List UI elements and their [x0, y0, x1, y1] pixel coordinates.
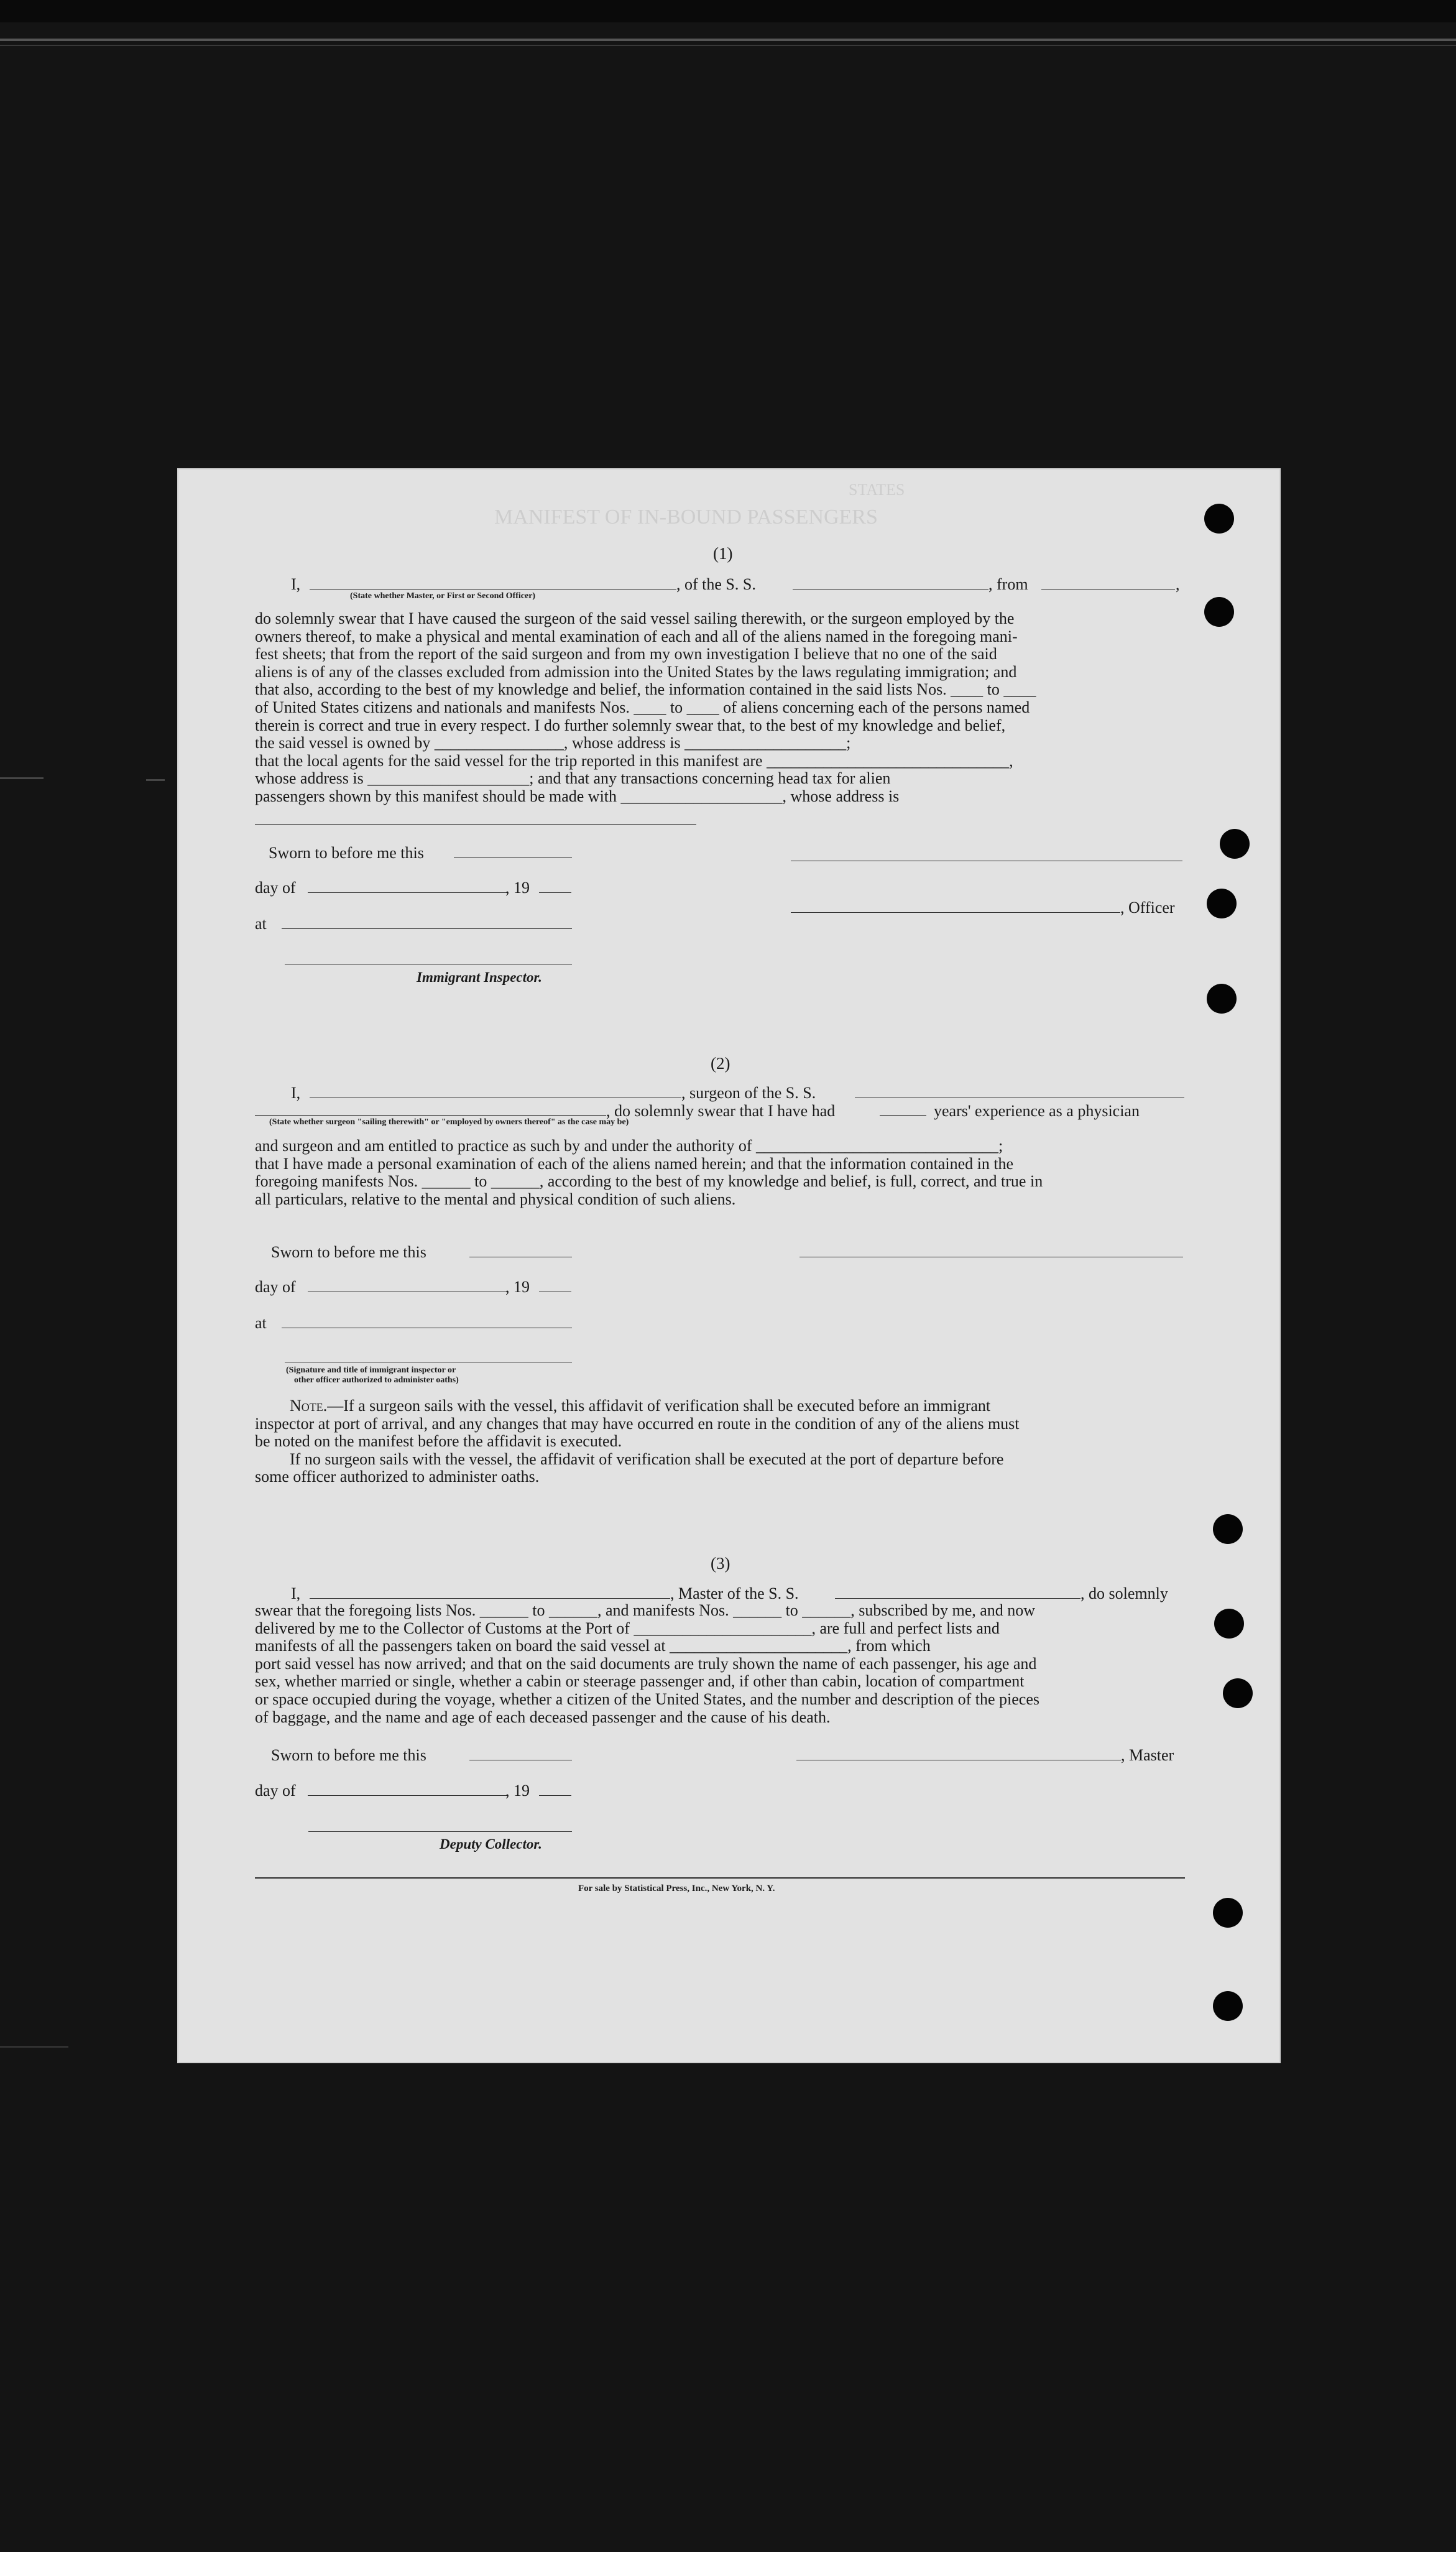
- punch-hole: [1204, 597, 1234, 627]
- document-page: [177, 468, 1281, 2063]
- surgeon-caption: (State whether surgeon "sailing therewith" or "employed by owners thereof" as the case may be): [269, 1117, 629, 1127]
- s3-body-line: port said vessel has now arrived; and that on the said documents are truly shown the name of each passenger, his age and: [255, 1654, 1037, 1673]
- note-label: Note.: [290, 1397, 328, 1415]
- section-3-body: [255, 1602, 1185, 1726]
- s3-month-field: [308, 1795, 507, 1796]
- s2-i-label: I,: [291, 1084, 301, 1102]
- printer-imprint: For sale by Statistical Press, Inc., New York, N. Y.: [578, 1884, 775, 1893]
- footer-rule: [255, 1877, 1185, 1879]
- note-text: —If a surgeon sails with the vessel, this affidavit of verification shall be executed before an immigrant: [327, 1397, 991, 1415]
- scan-top-line: [0, 39, 1456, 41]
- scan-mark-left: [0, 777, 44, 779]
- s1-body-line: of United States citizens and nationals and manifests Nos. ____ to ____ of aliens concerning each of the persons named: [255, 698, 1030, 716]
- s1-day-of-label: day of: [255, 879, 296, 897]
- s3-ship-name-field: [835, 1598, 1080, 1599]
- s3-body-line: delivered by me to the Collector of Customs at the Port of ______________________, are full and perfect lists and: [255, 1619, 1000, 1637]
- s3-body-line: or space occupied during the voyage, whether a citizen of the United States, and the number and description of the pieces: [255, 1690, 1040, 1708]
- s2-at-label: at: [255, 1314, 267, 1332]
- punch-hole: [1207, 984, 1237, 1014]
- officer-caption: (State whether Master, or First or Second Officer): [350, 591, 536, 601]
- s2-years-label: years' experience as a physician: [934, 1102, 1140, 1120]
- note-line: be noted on the manifest before the affidavit is executed.: [255, 1432, 622, 1451]
- punch-hole: [1213, 1514, 1243, 1544]
- s1-month-field: [308, 892, 507, 893]
- s2-swear-label: , do solemnly swear that I have had: [606, 1102, 836, 1120]
- s3-year-label: , 19: [505, 1782, 530, 1800]
- scan-mark-left-3: [0, 2046, 68, 2048]
- s2-body-line: and surgeon and am entitled to practice as such by and under the authority of ______________________________;: [255, 1137, 1003, 1155]
- s2-body-line: foregoing manifests Nos. ______ to ______, according to the best of my knowledge and belief, is full, correct, and true in: [255, 1172, 1043, 1191]
- s1-body-line: that also, according to the best of my knowledge and belief, the information contained in the said lists Nos. ____ to ____: [255, 680, 1036, 699]
- punch-hole: [1204, 504, 1234, 534]
- note-line: [255, 1397, 1185, 1415]
- s1-officer-label: , Officer: [1120, 899, 1175, 917]
- scan-mark-left-2: [146, 779, 165, 781]
- punch-hole: [1223, 1678, 1253, 1708]
- s3-body-line: sex, whether married or single, whether a cabin or steerage passenger and, if other than cabin, location of compartment: [255, 1672, 1025, 1691]
- s1-place-field: [282, 928, 572, 929]
- s1-body-line: whose address is ____________________; and that any transactions concerning head tax for alien: [255, 769, 891, 788]
- s1-comma: ,: [1176, 575, 1180, 593]
- note2-line: some officer authorized to administer oaths.: [255, 1468, 540, 1486]
- address-continuation-field: [255, 824, 696, 825]
- surgeon-status-field: [255, 1115, 606, 1116]
- s1-officer-title-line: [791, 912, 1120, 913]
- s3-master-label: , Master: [1121, 1746, 1174, 1764]
- s1-year-field: [539, 892, 571, 893]
- deputy-signature-line: [308, 1831, 572, 1832]
- from-label: , from: [988, 575, 1028, 593]
- s3-body-line: of baggage, and the name and age of each deceased passenger and the cause of his death.: [255, 1708, 831, 1726]
- s3-solemnly-label: , do solemnly: [1080, 1584, 1168, 1602]
- years-experience-field: [880, 1115, 926, 1116]
- s1-at-label: at: [255, 915, 267, 933]
- s1-i-label: I,: [291, 575, 301, 593]
- note2-line: If no surgeon sails with the vessel, the affidavit of verification shall be executed at the port of departure before: [290, 1449, 1004, 1468]
- section-1-body: [255, 610, 1185, 806]
- s2-year-label: , 19: [505, 1278, 530, 1296]
- scan-top-line-2: [0, 45, 1456, 46]
- s1-body-line: therein is correct and true in every respect. I do further solemnly swear that, to the best of my knowledge and belief,: [255, 716, 1006, 734]
- section-2-number: (2): [711, 1054, 730, 1073]
- note-line: inspector at port of arrival, and any changes that may have occurred en route in the condition of any of the aliens must: [255, 1414, 1020, 1433]
- s2-sig-caption-1: (Signature and title of immigrant inspector or: [286, 1366, 456, 1375]
- section-1-number: (1): [713, 544, 733, 563]
- punch-hole: [1220, 829, 1250, 859]
- s1-year-label: , 19: [505, 879, 530, 897]
- s2-sworn-label: Sworn to before me this: [271, 1243, 426, 1261]
- punch-hole: [1207, 889, 1237, 918]
- master-name-field: [310, 1598, 670, 1599]
- s1-body-line: that the local agents for the said vessel for the trip reported in this manifest are ______________________________,: [255, 751, 1013, 770]
- s3-master-of-label: , Master of the S. S.: [670, 1584, 799, 1602]
- scan-top-band: [0, 0, 1456, 22]
- s3-year-field: [539, 1795, 571, 1796]
- section-2-body: [255, 1137, 1185, 1208]
- s2-day-of-label: day of: [255, 1278, 296, 1296]
- s1-body-line: the said vessel is owned by ________________, whose address is ____________________;: [255, 734, 851, 752]
- s3-day-of-label: day of: [255, 1782, 296, 1800]
- s3-body-line: swear that the foregoing lists Nos. ______ to ______, and manifests Nos. ______ to ______, subscribed by me, and now: [255, 1601, 1036, 1619]
- s1-body-line: passengers shown by this manifest should be made with ____________________, whose address is: [255, 787, 900, 805]
- s3-body-line: manifests of all the passengers taken on board the said vessel at ______________________, from which: [255, 1637, 931, 1655]
- punch-hole: [1214, 1609, 1244, 1639]
- section-3-number: (3): [711, 1554, 730, 1573]
- s1-body-line: do solemnly swear that I have caused the surgeon of the said vessel sailing therewith, or the surgeon employed by the: [255, 609, 1015, 627]
- of-ss-label: , of the S. S.: [676, 575, 756, 593]
- s2-body-line: that I have made a personal examination of each of the aliens named herein; and that the information contained in the: [255, 1154, 1014, 1173]
- s1-body-line: owners thereof, to make a physical and mental examination of each and all of the aliens named in the foregoing mani-: [255, 627, 1018, 645]
- s1-sworn-label: Sworn to before me this: [269, 844, 424, 862]
- note-block: [255, 1397, 1185, 1486]
- s3-i-label: I,: [291, 1584, 301, 1602]
- s2-sig-caption-2: other officer authorized to administer oaths): [294, 1375, 459, 1385]
- punch-hole: [1213, 1991, 1243, 2021]
- bleed-through-text-2: STATES: [849, 481, 905, 499]
- s1-body-line: aliens is of any of the classes excluded from admission into the United States by the laws regulating immigration; and: [255, 662, 1017, 681]
- s1-inspector-caption: Immigrant Inspector.: [417, 969, 542, 985]
- s3-sworn-label: Sworn to before me this: [271, 1746, 426, 1764]
- s2-body-line: all particulars, relative to the mental and physical condition of such aliens.: [255, 1190, 736, 1208]
- punch-hole: [1213, 1898, 1243, 1928]
- deputy-caption: Deputy Collector.: [440, 1836, 542, 1852]
- s2-surgeon-label: , surgeon of the S. S.: [681, 1084, 816, 1102]
- bleed-through-text: MANIFEST OF IN-BOUND PASSENGERS: [494, 506, 878, 529]
- s1-body-line: fest sheets; that from the report of the said surgeon and from my own investigation I believe that no one of the said: [255, 645, 997, 663]
